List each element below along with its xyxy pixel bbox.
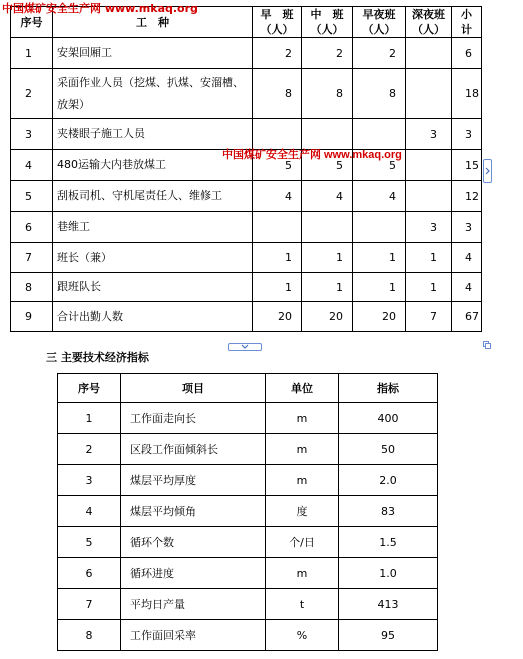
row-item: 循环进度 <box>121 558 266 589</box>
row-deep-night: 1 <box>406 273 452 302</box>
indicator-table-row <box>58 465 438 496</box>
header-morning: 早 班（人） <box>253 7 302 38</box>
row-night: 5 <box>353 150 406 181</box>
staff-table-row <box>11 273 482 302</box>
row-deep-night <box>406 69 452 119</box>
row-total: 12 <box>452 181 482 212</box>
indicator-table-row <box>58 620 438 651</box>
section-title: 三 主要技术经济指标 <box>46 351 149 364</box>
row-value: 1.5 <box>339 527 438 558</box>
row-value: 50 <box>339 434 438 465</box>
row-deep-night: 3 <box>406 212 452 243</box>
row-seq: 9 <box>11 302 53 332</box>
header-total: 小 计 <box>452 7 482 38</box>
row-middle <box>302 119 353 150</box>
row-job: 巷维工 <box>53 212 253 243</box>
row-job: 合计出勤人数 <box>53 302 253 332</box>
row-seq: 5 <box>58 527 121 558</box>
indicator-table-row <box>58 496 438 527</box>
staff-table-row <box>11 119 482 150</box>
row-seq: 5 <box>11 181 53 212</box>
row-seq: 4 <box>11 150 53 181</box>
indicator-table-row <box>58 434 438 465</box>
row-total: 15 <box>452 150 482 181</box>
row-seq: 7 <box>11 243 53 273</box>
row-total: 18 <box>452 69 482 119</box>
header-unit: 单位 <box>266 374 339 403</box>
row-unit: t <box>266 589 339 620</box>
row-night: 1 <box>353 243 406 273</box>
staff-table-row <box>11 243 482 273</box>
row-morning: 4 <box>253 181 302 212</box>
row-total: 67 <box>452 302 482 332</box>
row-seq: 3 <box>11 119 53 150</box>
row-deep-night <box>406 150 452 181</box>
indicator-table-row <box>58 527 438 558</box>
row-job: 480运输大内巷放煤工 <box>53 150 253 181</box>
row-night: 20 <box>353 302 406 332</box>
header-job: 工 种 <box>53 7 253 38</box>
row-middle <box>302 212 353 243</box>
row-total: 3 <box>452 119 482 150</box>
header-seq: 序号 <box>11 7 53 38</box>
row-seq: 7 <box>58 589 121 620</box>
row-night: 8 <box>353 69 406 119</box>
row-total: 4 <box>452 273 482 302</box>
row-morning: 20 <box>253 302 302 332</box>
row-job: 跟班队长 <box>53 273 253 302</box>
indicator-table <box>57 373 438 651</box>
row-morning: 1 <box>253 273 302 302</box>
row-seq: 6 <box>11 212 53 243</box>
row-job: 刮板司机、守机尾责任人、维修工 <box>53 181 253 212</box>
row-value: 413 <box>339 589 438 620</box>
row-value: 1.0 <box>339 558 438 589</box>
row-seq: 1 <box>11 38 53 69</box>
row-morning: 1 <box>253 243 302 273</box>
row-item: 区段工作面倾斜长 <box>121 434 266 465</box>
row-deep-night: 1 <box>406 243 452 273</box>
row-unit: m <box>266 403 339 434</box>
watermark-top: 中国煤矿安全生产网 www.mkaq.org <box>2 2 198 15</box>
row-morning: 2 <box>253 38 302 69</box>
row-deep-night <box>406 181 452 212</box>
table-resize-handle-right[interactable] <box>483 159 492 183</box>
indicator-table-header-row <box>58 374 438 403</box>
row-middle: 1 <box>302 273 353 302</box>
row-night: 1 <box>353 273 406 302</box>
row-total: 3 <box>452 212 482 243</box>
row-unit: m <box>266 465 339 496</box>
table-resize-handle-bottom[interactable] <box>228 343 262 351</box>
row-job: 班长（兼） <box>53 243 253 273</box>
row-value: 400 <box>339 403 438 434</box>
row-value: 83 <box>339 496 438 527</box>
row-item: 工作面回采率 <box>121 620 266 651</box>
row-item: 循环个数 <box>121 527 266 558</box>
row-morning <box>253 119 302 150</box>
indicator-table-row <box>58 589 438 620</box>
row-middle: 20 <box>302 302 353 332</box>
row-value: 95 <box>339 620 438 651</box>
row-unit: 度 <box>266 496 339 527</box>
row-seq: 8 <box>58 620 121 651</box>
row-middle: 4 <box>302 181 353 212</box>
row-middle: 5 <box>302 150 353 181</box>
staff-table-row <box>11 302 482 332</box>
row-unit: % <box>266 620 339 651</box>
header-deep-night: 深夜班（人） <box>406 7 452 38</box>
row-night: 4 <box>353 181 406 212</box>
row-item: 煤层平均厚度 <box>121 465 266 496</box>
row-job: 安架回厢工 <box>53 38 253 69</box>
header-seq: 序号 <box>58 374 121 403</box>
row-middle: 1 <box>302 243 353 273</box>
row-seq: 3 <box>58 465 121 496</box>
row-value: 2.0 <box>339 465 438 496</box>
row-night: 2 <box>353 38 406 69</box>
table-resize-handle-corner[interactable] <box>483 341 491 349</box>
row-middle: 2 <box>302 38 353 69</box>
row-night <box>353 119 406 150</box>
row-unit: m <box>266 558 339 589</box>
row-job: 夹楼眼子施工人员 <box>53 119 253 150</box>
row-job: 采面作业人员（挖煤、扒煤、安溜槽、放架） <box>53 69 253 119</box>
row-total: 4 <box>452 243 482 273</box>
row-seq: 8 <box>11 273 53 302</box>
row-deep-night: 7 <box>406 302 452 332</box>
staff-table <box>10 6 482 332</box>
row-seq: 2 <box>11 69 53 119</box>
row-item: 平均日产量 <box>121 589 266 620</box>
row-morning <box>253 212 302 243</box>
watermark-middle: 中国煤矿安全生产网 www.mkaq.org <box>222 149 402 161</box>
staff-table-row <box>11 181 482 212</box>
header-middle: 中 班（人） <box>302 7 353 38</box>
header-item: 项目 <box>121 374 266 403</box>
row-middle: 8 <box>302 69 353 119</box>
row-seq: 1 <box>58 403 121 434</box>
header-night: 早夜班（人） <box>353 7 406 38</box>
row-item: 工作面走向长 <box>121 403 266 434</box>
row-total: 6 <box>452 38 482 69</box>
row-seq: 2 <box>58 434 121 465</box>
indicator-table-row <box>58 558 438 589</box>
header-value: 指标 <box>339 374 438 403</box>
staff-table-row <box>11 212 482 243</box>
row-deep-night <box>406 38 452 69</box>
row-item: 煤层平均倾角 <box>121 496 266 527</box>
row-unit: 个/日 <box>266 527 339 558</box>
row-seq: 4 <box>58 496 121 527</box>
row-morning: 8 <box>253 69 302 119</box>
row-unit: m <box>266 434 339 465</box>
row-deep-night: 3 <box>406 119 452 150</box>
staff-table-row <box>11 69 482 119</box>
staff-table-row <box>11 38 482 69</box>
row-seq: 6 <box>58 558 121 589</box>
row-morning: 5 <box>253 150 302 181</box>
row-night <box>353 212 406 243</box>
indicator-table-row <box>58 403 438 434</box>
